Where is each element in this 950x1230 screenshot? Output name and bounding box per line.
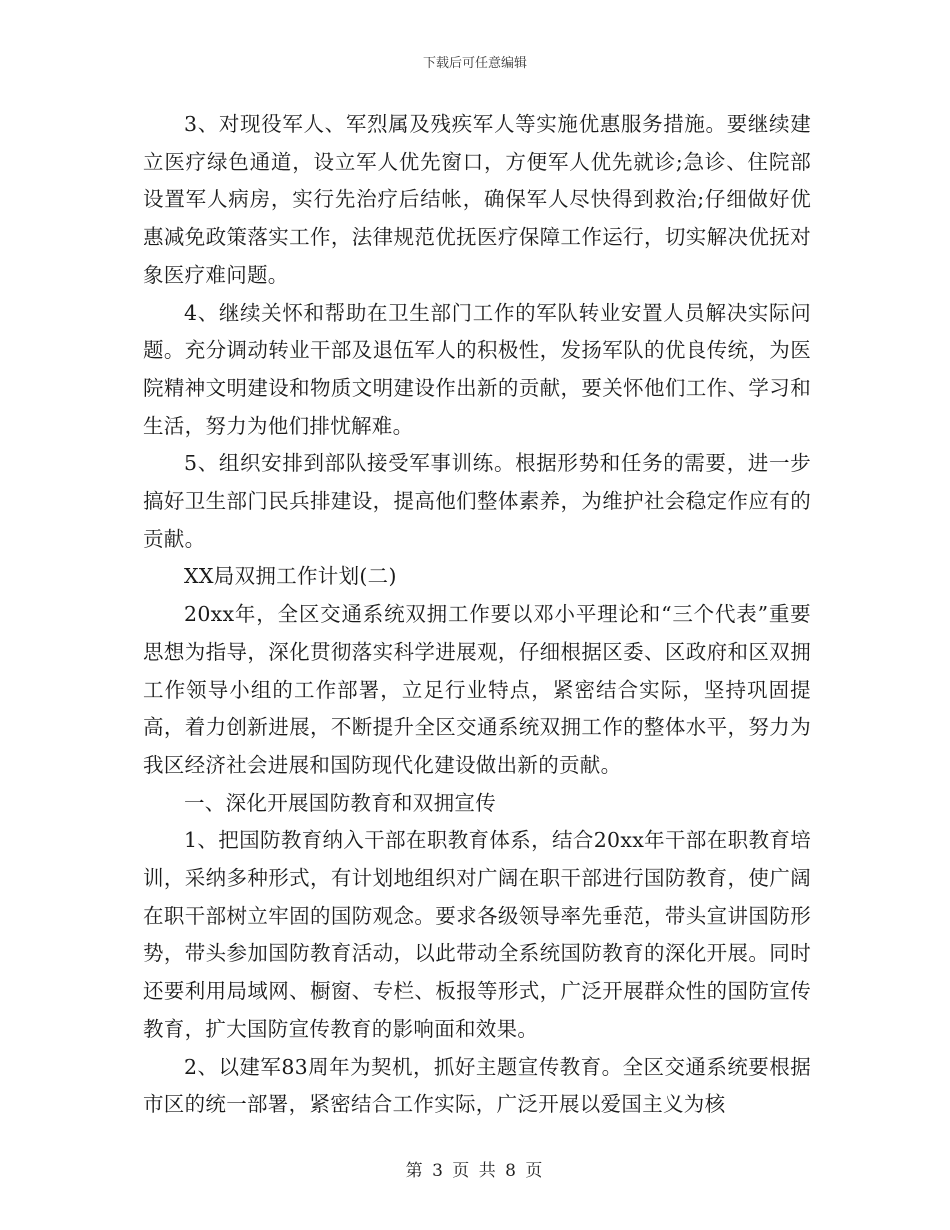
paragraph-item-4: 4、继续关怀和帮助在卫生部门工作的军队转业安置人员解决实际问题。充分调动转业干部及退伍军人的积极性，发扬军队的优良传统，为医院精神文明建设和物质文明建设作出新的贡献，要关怀他们工作、学习和生活，努力为他们排忧解难。 xyxy=(143,300,811,438)
paragraph-item-5: 5、组织安排到部队接受军事训练。根据形势和任务的需要，进一步搞好卫生部门民兵排建设，提高他们整体素养，为维护社会稳定作应有的贡献。 xyxy=(143,451,811,551)
section-title: XX局双拥工作计划(二) xyxy=(184,564,397,589)
section-heading-1: 一、深化开展国防教育和双拥宣传 xyxy=(184,790,496,815)
paragraph-item-2: 2、以建军83周年为契机，抓好主题宣传教育。全区交通系统要根据市区的统一部署，紧密结合工作实际，广泛开展以爱国主义为核 xyxy=(143,1054,811,1117)
paragraph-item-1: 1、把国防教育纳入干部在职教育体系，结合20xx年干部在职教育培训，采纳多种形式，有计划地组织对广阔在职干部进行国防教育，使广阔在职干部树立牢固的国防观念。要求各级领导率先垂范，带头宣讲国防形势，带头参加国防教育活动，以此带动全系统国防教育的深化开展。同时还要利用局域网、橱窗、专栏、板报等形式，广泛开展群众性的国防宣传教育，扩大国防宣传教育的影响面和效果。 xyxy=(143,828,811,1041)
intro-paragraph: 20xx年，全区交通系统双拥工作要以邓小平理论和“三个代表”重要思想为指导，深化贯彻落实科学进展观，仔细根据区委、区政府和区双拥工作领导小组的工作部署，立足行业特点，紧密结合实际，坚持巩固提高，着力创新进展，不断提升全区交通系统双拥工作的整体水平，努力为我区经济社会进展和国防现代化建设做出新的贡献。 xyxy=(143,602,811,777)
document-body xyxy=(143,106,811,1124)
paragraph-item-3: 3、对现役军人、军烈属及残疾军人等实施优惠服务措施。要继续建立医疗绿色通道，设立军人优先窗口，方便军人优先就诊;急诊、住院部设置军人病房，实行先治疗后结帐，确保军人尽快得到救治;仔细做好优惠减免政策落实工作，法律规范优抚医疗保障工作运行，切实解决优抚对象医疗难问题。 xyxy=(143,112,811,287)
page-header-note: 下载后可任意编辑 xyxy=(422,56,527,71)
page-number-footer: 第 3 页 共 8 页 xyxy=(405,1161,545,1181)
